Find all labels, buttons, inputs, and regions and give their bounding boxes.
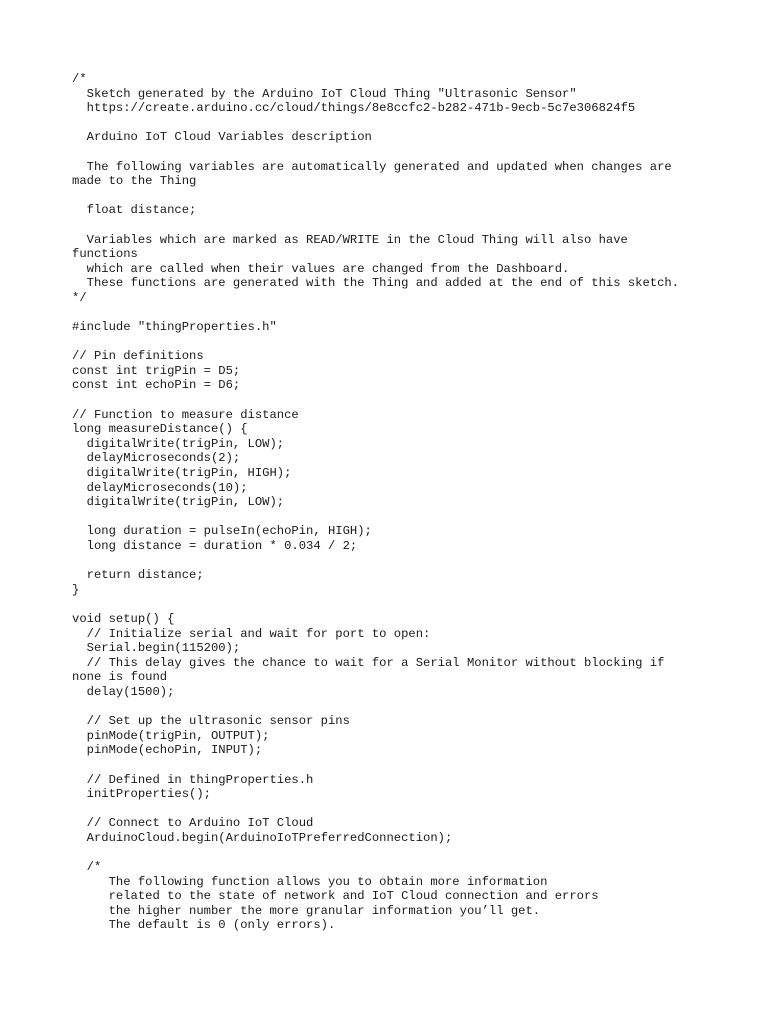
code-line: /* bbox=[72, 860, 102, 875]
code-line bbox=[72, 189, 752, 204]
code-line: delay(1500); bbox=[72, 684, 175, 699]
code-line: the higher number the more granular information you’ll get. bbox=[72, 903, 541, 918]
code-line: The following variables are automatically generated and updated when changes are bbox=[72, 159, 672, 174]
code-line: functions bbox=[72, 247, 138, 262]
code-line bbox=[72, 845, 752, 860]
code-line: digitalWrite(trigPin, LOW); bbox=[72, 436, 285, 451]
code-line: The following function allows you to obtain more information bbox=[72, 874, 548, 889]
code-line: long duration = pulseIn(echoPin, HIGH); bbox=[72, 524, 372, 539]
code-line: The default is 0 (only errors). bbox=[72, 918, 336, 933]
code-line bbox=[72, 758, 752, 773]
code-line: digitalWrite(trigPin, LOW); bbox=[72, 495, 285, 510]
code-line: which are called when their values are changed from the Dashboard. bbox=[72, 261, 570, 276]
code-line: initProperties(); bbox=[72, 787, 211, 802]
code-line bbox=[72, 700, 752, 715]
code-line: } bbox=[72, 582, 80, 597]
code-line: delayMicroseconds(2); bbox=[72, 451, 241, 466]
code-line bbox=[72, 116, 752, 131]
code-line: made to the Thing bbox=[72, 174, 197, 189]
code-line bbox=[72, 306, 752, 321]
code-line bbox=[72, 145, 752, 160]
code-line: // Connect to Arduino IoT Cloud bbox=[72, 816, 314, 831]
code-line: long measureDistance() { bbox=[72, 422, 248, 437]
code-line: return distance; bbox=[72, 568, 204, 583]
code-line: none is found bbox=[72, 670, 168, 685]
code-line bbox=[72, 510, 752, 525]
code-line: https://create.arduino.cc/cloud/things/8e8ccfc2-b282-471b-9ecb-5c7e306824f5 bbox=[72, 101, 636, 116]
code-line: Serial.begin(115200); bbox=[72, 641, 241, 656]
code-line: // This delay gives the chance to wait for a Serial Monitor without blocking if bbox=[72, 655, 665, 670]
code-line: long distance = duration * 0.034 / 2; bbox=[72, 539, 358, 553]
code-line: Arduino IoT Cloud Variables description bbox=[72, 130, 372, 145]
code-line bbox=[72, 218, 752, 233]
code-line: #include "thingProperties.h" bbox=[72, 320, 277, 335]
code-line: ArduinoCloud.begin(ArduinoIoTPreferredConnection); bbox=[72, 830, 453, 845]
code-line: related to the state of network and IoT Cloud connection and errors bbox=[72, 889, 599, 904]
code-line: digitalWrite(trigPin, HIGH); bbox=[72, 466, 292, 481]
code-line: const int echoPin = D6; bbox=[72, 378, 241, 393]
code-line: Sketch generated by the Arduino IoT Cloud Thing "Ultrasonic Sensor" bbox=[72, 86, 577, 101]
code-line: // Defined in thingProperties.h bbox=[72, 772, 314, 787]
code-line bbox=[72, 802, 752, 817]
code-line: These functions are generated with the Thing and added at the end of this sketch. bbox=[72, 276, 680, 291]
code-line bbox=[72, 554, 752, 569]
code-line: // Function to measure distance bbox=[72, 407, 299, 422]
code-line bbox=[72, 597, 752, 612]
code-line: const int trigPin = D5; bbox=[72, 363, 241, 378]
code-line: Variables which are marked as READ/WRITE in the Cloud Thing will also have bbox=[72, 232, 628, 247]
code-line: /* bbox=[72, 72, 87, 86]
code-line: // Initialize serial and wait for port to open: bbox=[72, 626, 431, 641]
code-line: // Pin definitions bbox=[72, 349, 204, 364]
code-line: delayMicroseconds(10); bbox=[72, 480, 248, 495]
code-line: pinMode(trigPin, OUTPUT); bbox=[72, 728, 270, 743]
code-line: pinMode(echoPin, INPUT); bbox=[72, 743, 263, 758]
code-line: // Set up the ultrasonic sensor pins bbox=[72, 714, 350, 729]
code-line bbox=[72, 393, 752, 408]
code-line: void setup() { bbox=[72, 611, 175, 626]
code-listing bbox=[72, 72, 752, 933]
code-line: */ bbox=[72, 290, 87, 305]
code-line bbox=[72, 335, 752, 350]
code-line: float distance; bbox=[72, 203, 197, 218]
